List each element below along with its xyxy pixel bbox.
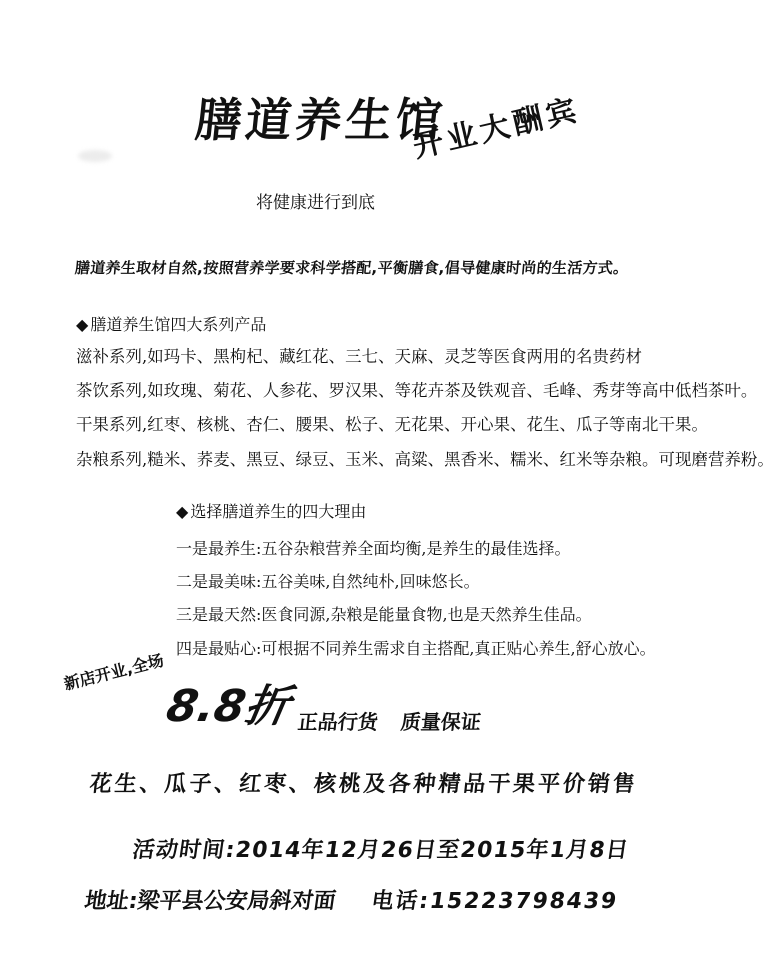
series-line-tonic: 滋补系列,如玛卡、黑枸杞、藏红花、三七、天麻、灵芝等医食两用的名贵药材 xyxy=(76,347,642,366)
series-line-tea: 茶饮系列,如玫瑰、菊花、人参花、罗汉果、等花卉茶及铁观音、毛峰、秀芽等高中低档茶叶。 xyxy=(76,381,758,400)
products-heading xyxy=(76,312,266,335)
intro-paragraph: 膳道养生取材自然,按照营养学要求科学搭配,平衡膳食,倡导健康时尚的生活方式。 xyxy=(74,259,630,277)
series-line-dried-fruit: 干果系列,红枣、核桃、杏仁、腰果、松子、无花果、开心果、花生、瓜子等南北干果。 xyxy=(76,415,708,434)
phone-text: 电话:15223798439 xyxy=(369,889,620,914)
diamond-bullet-icon: ◆ xyxy=(176,502,189,521)
reasons-heading-text: 选择膳道养生的四大理由 xyxy=(190,502,367,521)
print-smudge xyxy=(78,150,112,162)
promo-prefix: 新店开业,全场 xyxy=(61,650,166,694)
series-line-grains: 杂粮系列,糙米、荞麦、黑豆、绿豆、玉米、高粱、黑香米、糯米、红米等杂粮。可现磨营养粉。 xyxy=(76,450,774,469)
reason-line: 一是最养生:五谷杂粮营养全面均衡,是养生的最佳选择。 xyxy=(176,539,571,558)
products-sale-line: 花生、瓜子、红枣、核桃及各种精品干果平价销售 xyxy=(88,772,639,797)
shop-title: 膳道养生馆 xyxy=(192,93,449,147)
reasons-heading xyxy=(176,499,366,522)
slogan: 将健康进行到底 xyxy=(256,193,375,213)
promo-discount: 8.8折 xyxy=(162,681,294,732)
products-heading-text: 膳道养生馆四大系列产品 xyxy=(90,315,267,334)
contact-row xyxy=(83,884,621,915)
opening-subtitle: 开业大酬宾 xyxy=(409,92,584,166)
reason-line: 三是最天然:医食同源,杂粮是能量食物,也是天然养生佳品。 xyxy=(176,605,592,624)
diamond-bullet-icon: ◆ xyxy=(76,315,89,334)
reason-line: 二是最美味:五谷美味,自然纯朴,回味悠长。 xyxy=(176,572,480,591)
address-text: 地址:梁平县公安局斜对面 xyxy=(82,889,338,914)
event-time: 活动时间:2014年12月26日至2015年1月8日 xyxy=(130,838,631,863)
reason-line: 四是最贴心:可根据不同养生需求自主搭配,真正贴心养生,舒心放心。 xyxy=(176,639,656,658)
quality-guarantee: 正品行货 质量保证 xyxy=(296,710,483,734)
